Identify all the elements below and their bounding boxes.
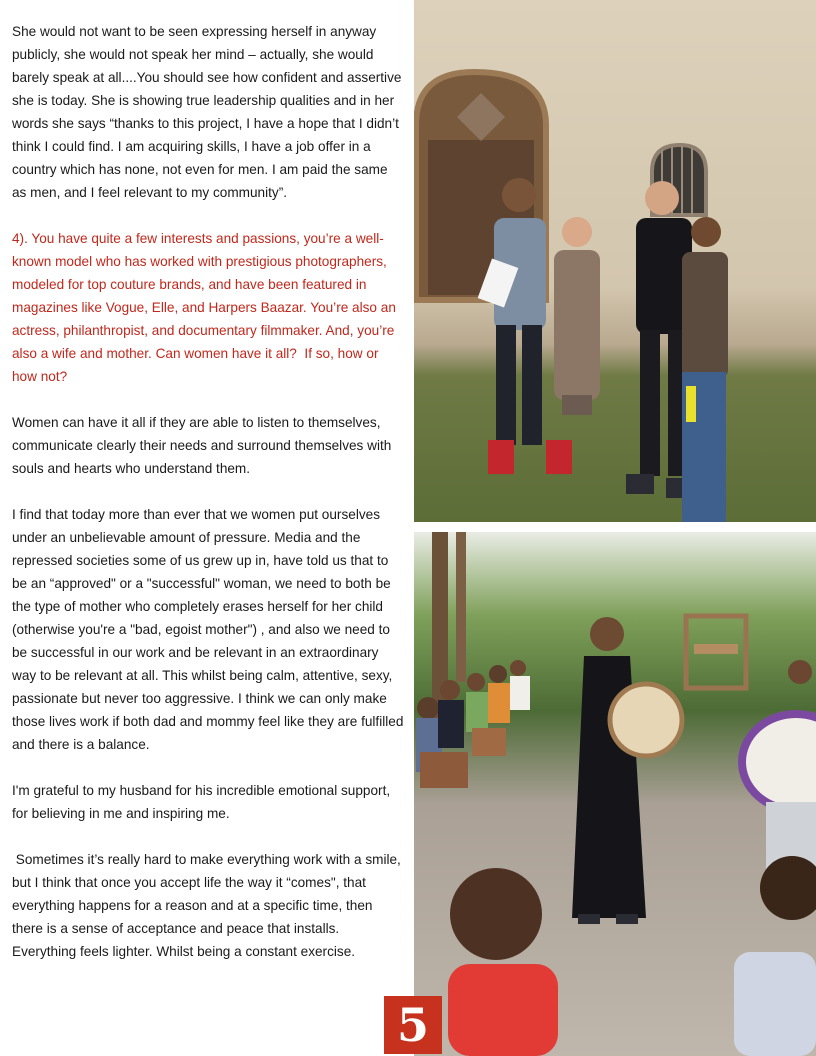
paragraph-3: Women can have it all if they are able to listen to themselves, communicate clearly their needs and surround themselves with souls and hearts who understand them. (12, 415, 396, 476)
photo-drummers-courtyard (414, 532, 816, 1056)
interview-question-4: 4). You have quite a few interests and passions, you’re a well-known model who has worked with prestigious photographers, modeled for top couture brands, and have been featured in magazines like Vogue, Elle, and Harpers Baazar. You’re also an actress, philanthropist, and documentary filmmaker. And, you’re also a wife and mother. Can women have it all? If so, how or how not? (12, 231, 400, 384)
photo-group-outside-building (414, 0, 816, 522)
paragraph-4: I find that today more than ever that we women put ourselves under an unbelievable amount of pressure. Media and the repressed societies some of us grew up in, have told us that to be an “approved" or a "successful" woman, we need to both be the type of mother who completely erases herself for her child (otherwise you're a "bad, egoist mother") , and also we need to be successful in our work and be relevant in an extraordinary way to be relevant at all. This whilst being calm, attentive, sexy, passionate but never too aggressive. I think we can only make those lives work if both dad and mommy feel like they are fulfilled and there is a balance. (12, 507, 408, 752)
paragraph-6: Sometimes it’s really hard to make everything work with a smile, but I think that once you accept life the way it “comes", that everything happens for a reason and at a specific time, then there is a sense of acceptance and peace that installs. Everything feels lighter. Whilst being a constant exercise. (12, 852, 405, 959)
paragraph-5: I'm grateful to my husband for his incredible emotional support, for believing in me and inspiring me. (12, 783, 394, 821)
photo-drummers-illustration (414, 532, 816, 1056)
page-number-badge: 5 (384, 996, 442, 1054)
paragraph-1: She would not want to be seen expressing herself in anyway publicly, she would not speak her mind – actually, she would barely speak at all....You should see how confident and assertive she is today. She is showing true leadership qualities and in her words she says “thanks to this project, I have a hope that I didn’t think I could find. I am acquiring skills, I have a job offer in a country which has none, not even for men. I am paid the same as men, and I feel relevant to my community”. (12, 24, 406, 200)
photo-group-illustration (414, 0, 816, 522)
article-body (12, 20, 408, 986)
